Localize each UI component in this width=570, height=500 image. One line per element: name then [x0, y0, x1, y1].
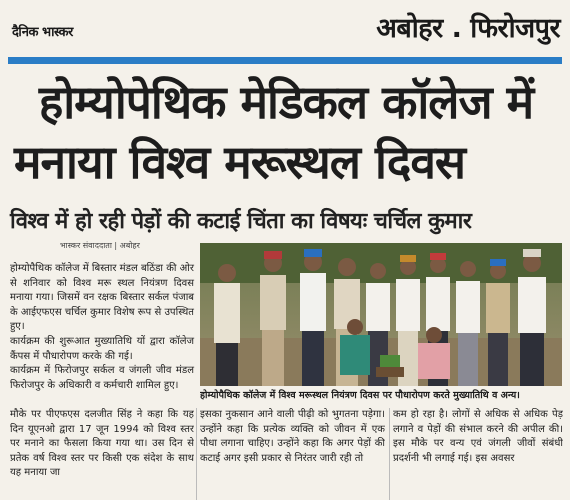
article-paragraph: होम्योपैथिक कॉलेज में बिस्तार मंडल बठिंडा की ओर से शनिवार को विश्व मरू स्थल नियंत्रण दिवस मनाया गया। जिसमें वन रक्षक बिस्तार सर्कल पंजाब के आईएफएस चर्चिल कुमार विशेष रूप से उपस्थित हुए।	[10, 263, 194, 333]
section-rule	[8, 57, 562, 64]
subheadline: विश्व में हो रही पेड़ों की कटाई चिंता का विषयः चर्चिल कुमार	[10, 209, 472, 234]
article-intro-column	[10, 262, 194, 393]
column-divider	[196, 408, 197, 500]
article-column-2: इसका नुकसान आने वाली पीढ़ी को भुगतना पड़ेगा। उन्होंने कहा कि प्रत्येक व्यक्ति को जीवन में एक पौधा लगाना चाहिए। उन्होंने कहा कि अगर पेड़ों की कटाई अगर इसी प्रकार से निरंतर जारी रही तो	[200, 409, 385, 464]
headline	[8, 72, 564, 192]
article-paragraph: कार्यक्रम में फिरोजपुर सर्कल व जंगली जीव मंडल फिरोजपुर के अधिकारी व कर्मचारी शामिल हुए।	[10, 365, 194, 391]
headline-line-1: होम्योपेथिक मेडिकल कॉलेज में	[38, 75, 534, 129]
news-photo-illustration	[200, 243, 562, 386]
edition-title: अबोहर . फिरोजपुर	[376, 13, 560, 44]
column-divider	[389, 408, 390, 500]
article-column-3: कम हो रहा है। लोगों से अधिक से अधिक पेड़ लगाने व पेड़ों की संभाल करने की अपील की। इस मौके पर वन्य एवं जंगली जीवों संबंधी प्रदर्शनी भी लगाई गई। इस अवसर	[393, 409, 563, 464]
article-paragraph: कार्यक्रम की शुरूआत मुख्यातिथि यों द्वारा कॉलेज कैंपस में पौधारोपण करके की गई।	[10, 335, 194, 362]
news-photo	[200, 243, 562, 386]
newspaper-brand: दैनिक भास्कर	[12, 25, 73, 40]
byline: भास्कर संवाददाता | अबोहर	[60, 241, 140, 250]
article-column-1: मौके पर पीएफएस दलजीत सिंह ने कहा कि यह दिन यूएनओ द्वारा 17 जून 1994 को विश्व स्तर पर मनाने का फैसला किया गया था। उस दिन से प्रतेक वर्ष विश्व स्तर पर किसी एक संदेश के साथ यह मनाया जा	[10, 409, 194, 479]
photo-caption: होम्योपैथिक कॉलेज में विश्व मरूस्थल नियंत्रण दिवस पर पौधारोपण करते मुख्यातिथि व अन्य।	[200, 390, 520, 401]
masthead	[0, 0, 570, 58]
headline-line-2: मनाया विश्व मरूस्थल दिवस	[14, 135, 466, 189]
